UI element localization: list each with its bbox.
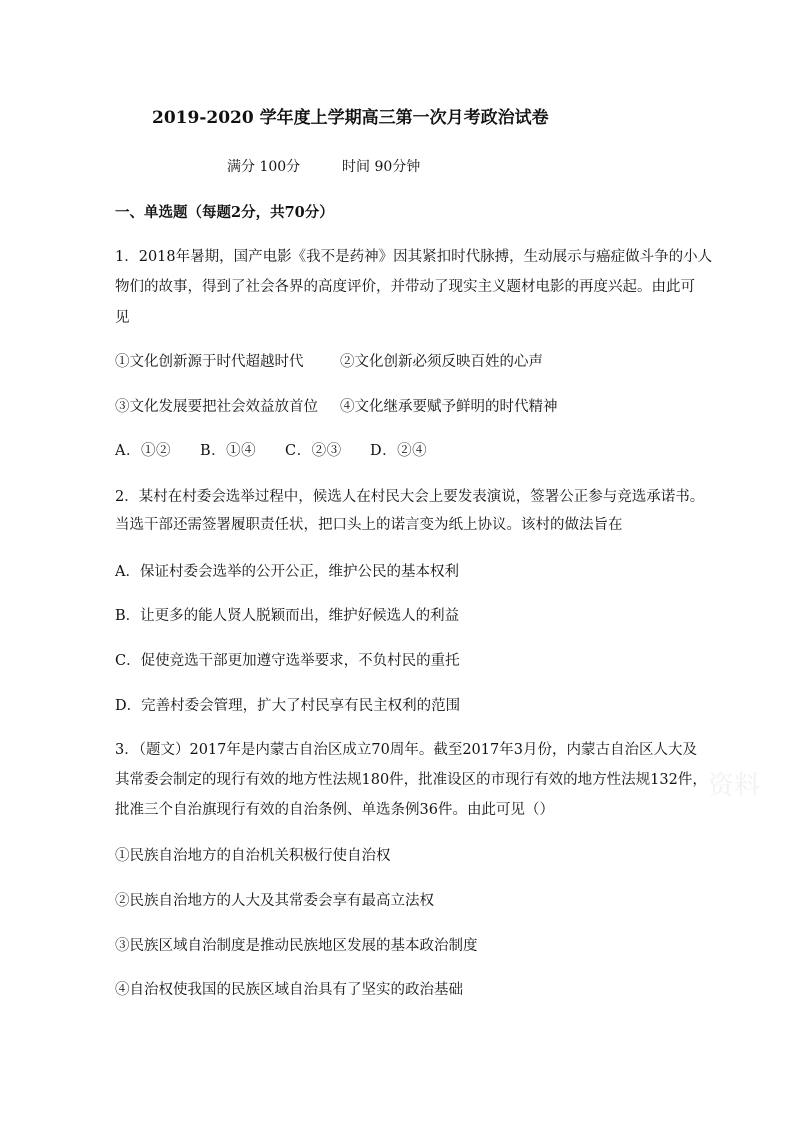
q1-statement-3: ③文化发展要把社会效益放首位: [115, 399, 318, 415]
q3-statement-2: ②民族自治地方的人大及其常委会享有最高立法权: [115, 893, 434, 909]
q3-statement-1: ①民族自治地方的自治机关积极行使自治权: [115, 848, 391, 864]
q3-stem-line2: 其常委会制定的现行有效的地方性法规180件，批准设区的市现行有效的地方性法规132件，: [115, 772, 707, 788]
q1-option-d: D．②④: [370, 443, 428, 459]
q2-option-c: C．促使竞选干部更加遵守选举要求，不负村民的重托: [115, 653, 460, 669]
q1-statement-1: ①文化创新源于时代超越时代: [115, 354, 304, 370]
q3-stem-line3: 批准三个自治旗现行有效的自治条例、单选条例36件。由此可见（）: [115, 802, 554, 818]
section-heading-single-choice: 一、单选题（每题2分，共70分）: [115, 204, 334, 221]
q2-stem-line2: 当选干部还需签署履职责任状，把口头上的诺言变为纸上协议。该村的做法旨在: [115, 517, 623, 533]
q1-statement-4: ④文化继承要赋予鲜明的时代精神: [340, 399, 558, 415]
q1-stem-line3: 见: [115, 310, 130, 326]
q1-option-c: C．②③: [285, 443, 342, 459]
full-score: 满分 100分: [227, 159, 301, 175]
q3-statement-3: ③民族区域自治制度是推动民族地区发展的基本政治制度: [115, 938, 478, 954]
q2-option-d: D．完善村委会管理，扩大了村民享有民主权利的范围: [115, 698, 461, 714]
q2-stem-line1: 2．某村在村委会选举过程中，候选人在村民大会上要发表演说，签署公正参与竞选承诺书。: [115, 489, 705, 505]
q3-stem-line1: 3．（题文）2017年是内蒙古自治区成立70周年。截至2017年3月份，内蒙古自治区人大及: [115, 742, 697, 758]
q1-option-b: B．①④: [200, 443, 257, 459]
exam-time: 时间 90分钟: [342, 159, 421, 175]
watermark: 资料: [708, 771, 761, 801]
q1-statement-2: ②文化创新必须反映百姓的心声: [340, 354, 543, 370]
q2-option-b: B．让更多的能人贤人脱颖而出，维护好候选人的利益: [115, 608, 460, 624]
exam-title: 2019-2020 学年度上学期高三第一次月考政治试卷: [152, 108, 549, 128]
q1-option-a: A．①②: [115, 443, 171, 459]
q1-stem-line1: 1．2018年暑期，国产电影《我不是药神》因其紧扣时代脉搏，生动展示与癌症做斗争的小人: [115, 249, 713, 265]
q3-statement-4: ④自治权使我国的民族区域自治具有了坚实的政治基础: [115, 982, 463, 998]
q2-option-a: A．保证村委会选举的公开公正，维护公民的基本权利: [115, 564, 459, 580]
q1-stem-line2: 物们的故事，得到了社会各界的高度评价，并带动了现实主义题材电影的再度兴起。由此可: [115, 279, 695, 295]
